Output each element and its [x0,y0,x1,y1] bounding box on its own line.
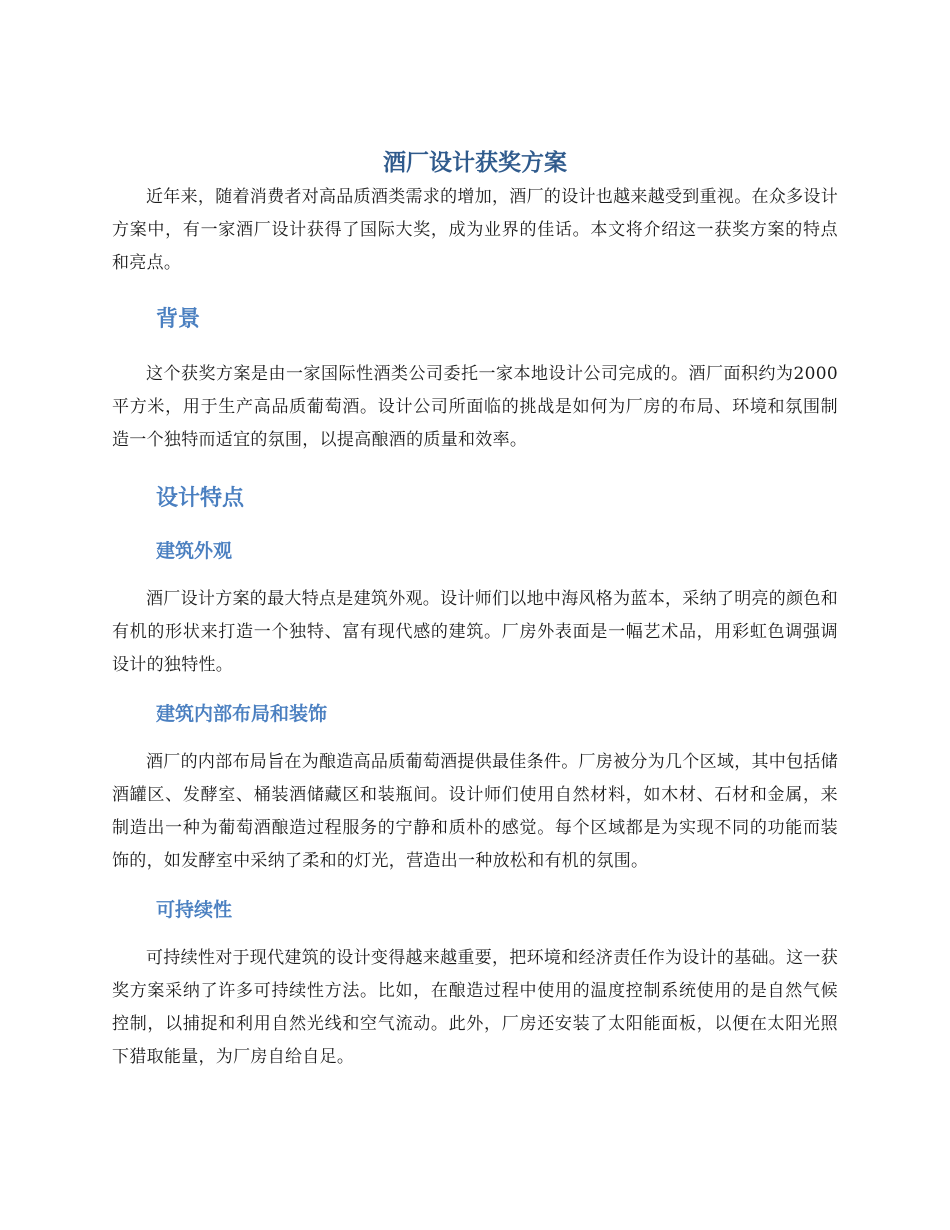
section-heading-design-features: 设计特点 [156,486,245,511]
sustainability-paragraph: 可持续性对于现代建筑的设计变得越来越重要，把环境和经济责任作为设计的基础。这一获奖方案采纳了许多可持续性方法。比如，在酿造过程中使用的温度控制系统使用的是自然气候控制，以捕捉和利用自然光线和空气流动。此外，厂房还安装了太阳能面板，以便在太阳光照下猎取能量，为厂房自给自足。 [112,948,838,1067]
background-paragraph: 这个获奖方案是由一家国际性酒类公司委托一家本地设计公司完成的。酒厂面积约为2000平方米，用于生产高品质葡萄酒。设计公司所面临的挑战是如何为厂房的布局、环境和氛围制造一个独特而适宜的氛围，以提高酿酒的质量和效率。 [112,364,838,450]
document-page [112,145,838,1074]
document-title: 酒厂设计获奖方案 [383,150,567,176]
subsection-heading-sustainability: 可持续性 [156,899,233,921]
exterior-paragraph: 酒厂设计方案的最大特点是建筑外观。设计师们以地中海风格为蓝本，采纳了明亮的颜色和有机的形状来打造一个独特、富有现代感的建筑。厂房外表面是一幅艺术品，用彩虹色调强调设计的独特性。 [112,589,838,675]
section-heading-background: 背景 [156,307,201,332]
subsection-heading-exterior: 建筑外观 [156,540,233,562]
interior-paragraph: 酒厂的内部布局旨在为酿造高品质葡萄酒提供最佳条件。厂房被分为几个区域，其中包括储酒罐区、发酵室、桶装酒储藏区和装瓶间。设计师们使用自然材料，如木材、石材和金属，来制造出一种为葡萄酒酿造过程服务的宁静和质朴的感觉。每个区域都是为实现不同的功能而装饰的，如发酵室中采纳了柔和的灯光，营造出一种放松和有机的氛围。 [112,752,838,871]
subsection-heading-interior: 建筑内部布局和装饰 [156,703,328,725]
intro-paragraph: 近年来，随着消费者对高品质酒类需求的增加，酒厂的设计也越来越受到重视。在众多设计方案中，有一家酒厂设计获得了国际大奖，成为业界的佳话。本文将介绍这一获奖方案的特点和亮点。 [112,187,838,273]
